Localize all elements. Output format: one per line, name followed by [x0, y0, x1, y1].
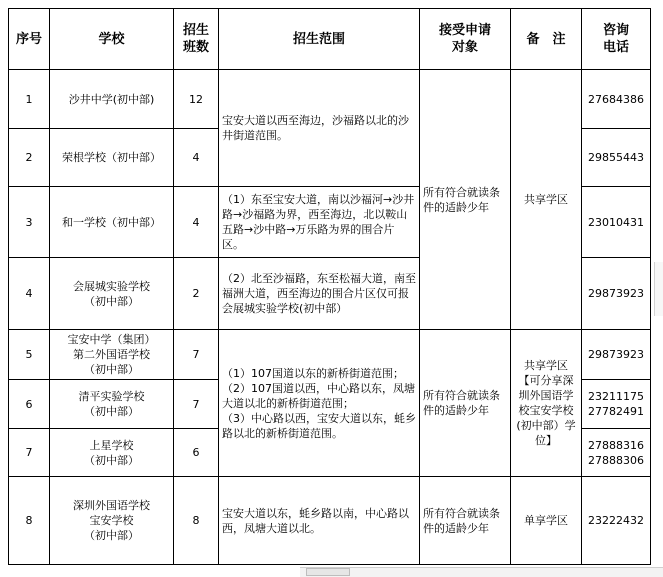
row-no: 1: [9, 70, 50, 129]
header-no: 序号: [9, 9, 50, 70]
remark-text: 共享学区 【可分享深圳外国语学校宝安学校(初中部）学位】: [511, 330, 582, 477]
class-count: 8: [174, 477, 219, 565]
school-name: 深圳外国语学校 宝安学校 （初中部）: [50, 477, 174, 565]
school-name: 会展城实验学校 （初中部）: [50, 258, 174, 330]
class-count: 2: [174, 258, 219, 330]
class-count: 7: [174, 380, 219, 429]
phone-number: 27684386: [582, 70, 651, 129]
scope-text: （2）北至沙福路，东至松福大道，南至福洲大道，西至海边的围合片区仅可报会展城实验学校(初中部）: [219, 258, 420, 330]
eligible-text: 所有符合就读条件的适龄少年: [420, 477, 511, 565]
row-no: 7: [9, 429, 50, 477]
phone-number: 23010431: [582, 187, 651, 258]
eligible-text: 所有符合就读条件的适龄少年: [420, 70, 511, 330]
header-remark: 备 注: [511, 9, 582, 70]
row-no: 3: [9, 187, 50, 258]
scope-text: （1）东至宝安大道，南以沙福河→沙井路→沙福路为界，西至海边，北以鞍山五路→沙中路→万乐路为界的围合片区。: [219, 187, 420, 258]
class-count: 12: [174, 70, 219, 129]
school-name: 清平实验学校 （初中部）: [50, 380, 174, 429]
phone-number: 23222432: [582, 477, 651, 565]
scope-text: （1）107国道以东的新桥街道范围； （2）107国道以西，中心路以东，凤塘大道以北的新桥街道范围； （3）中心路以西，宝安大道以东，蚝乡路以北的新桥街道范围。: [219, 330, 420, 477]
header-scope: 招生范围: [219, 9, 420, 70]
phone-number: 29873923: [582, 258, 651, 330]
row-no: 2: [9, 129, 50, 187]
header-school: 学校: [50, 9, 174, 70]
header-row: [9, 9, 651, 70]
scroll-left-button[interactable]: [306, 568, 350, 576]
scope-text: 宝安大道以东，蚝乡路以南，中心路以西，凤塘大道以北。: [219, 477, 420, 565]
header-classes: 招生 班数: [174, 9, 219, 70]
eligible-text: 所有符合就读条件的适龄少年: [420, 330, 511, 477]
row-no: 8: [9, 477, 50, 565]
school-name: 和一学校（初中部）: [50, 187, 174, 258]
class-count: 7: [174, 330, 219, 380]
school-name: 上星学校 （初中部）: [50, 429, 174, 477]
class-count: 6: [174, 429, 219, 477]
header-eligible: 接受申请 对象: [420, 9, 511, 70]
table-row: [9, 70, 651, 129]
phone-number: 29855443: [582, 129, 651, 187]
row-no: 6: [9, 380, 50, 429]
table-row: [9, 477, 651, 565]
admission-table: [8, 8, 651, 565]
remark-text: 单享学区: [511, 477, 582, 565]
school-name: 宝安中学（集团） 第二外国语学校 （初中部）: [50, 330, 174, 380]
phone-number: 23211175 27782491: [582, 380, 651, 429]
table-row: [9, 330, 651, 380]
school-name: 沙井中学(初中部): [50, 70, 174, 129]
phone-number: 27888316 27888306: [582, 429, 651, 477]
row-no: 4: [9, 258, 50, 330]
right-resize-handle[interactable]: [654, 262, 663, 316]
row-no: 5: [9, 330, 50, 380]
phone-number: 29873923: [582, 330, 651, 380]
remark-text: 共享学区: [511, 70, 582, 330]
scope-text: 宝安大道以西至海边，沙福路以北的沙井街道范围。: [219, 70, 420, 187]
header-phone: 咨询 电话: [582, 9, 651, 70]
class-count: 4: [174, 187, 219, 258]
school-name: 荣根学校（初中部）: [50, 129, 174, 187]
class-count: 4: [174, 129, 219, 187]
